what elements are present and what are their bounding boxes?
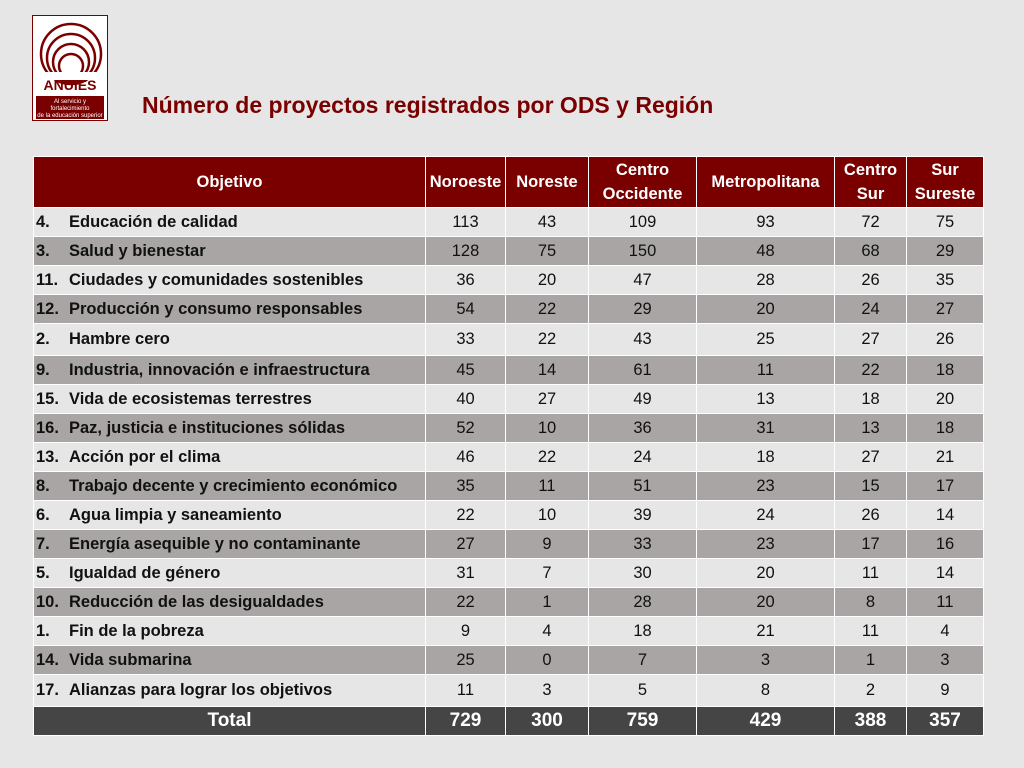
value-cell: 20	[907, 385, 984, 414]
objective-cell	[34, 675, 426, 707]
objective-name: Acción por el clima	[69, 447, 221, 466]
table-row	[34, 675, 984, 707]
logo-tagline-line1: Al servicio y fortalecimiento	[50, 99, 90, 112]
header-noroeste: Noroeste	[426, 157, 506, 208]
value-cell: 31	[697, 414, 835, 443]
table-row	[34, 295, 984, 324]
value-cell: 25	[426, 646, 506, 675]
objective-name: Educación de calidad	[69, 212, 238, 231]
objective-cell	[34, 324, 426, 356]
value-cell: 11	[697, 356, 835, 385]
value-cell: 0	[506, 646, 589, 675]
projects-table	[33, 156, 984, 736]
objective-cell	[34, 237, 426, 266]
objective-name: Trabajo decente y crecimiento económico	[69, 476, 398, 495]
value-cell: 33	[426, 324, 506, 356]
value-cell: 4	[506, 617, 589, 646]
value-cell: 1	[835, 646, 907, 675]
value-cell: 10	[506, 414, 589, 443]
value-cell: 30	[589, 559, 697, 588]
value-cell: 36	[426, 266, 506, 295]
objective-number: 17.	[36, 681, 59, 699]
total-cell: 729	[426, 707, 506, 736]
table-row	[34, 356, 984, 385]
table-row	[34, 266, 984, 295]
value-cell: 150	[589, 237, 697, 266]
objective-number: 14.	[36, 650, 59, 669]
objective-number: 6.	[36, 505, 50, 524]
value-cell: 4	[907, 617, 984, 646]
value-cell: 14	[907, 501, 984, 530]
value-cell: 22	[506, 324, 589, 356]
value-cell: 27	[835, 443, 907, 472]
table-row	[34, 237, 984, 266]
value-cell: 54	[426, 295, 506, 324]
header-sur-sureste: Sur Sureste	[907, 157, 984, 208]
table-row	[34, 414, 984, 443]
objective-number: 5.	[36, 563, 50, 582]
value-cell: 43	[506, 208, 589, 237]
value-cell: 75	[506, 237, 589, 266]
value-cell: 13	[835, 414, 907, 443]
value-cell: 20	[697, 559, 835, 588]
value-cell: 20	[697, 295, 835, 324]
value-cell: 11	[835, 617, 907, 646]
objective-cell	[34, 414, 426, 443]
value-cell: 51	[589, 472, 697, 501]
total-row	[34, 707, 984, 736]
objective-number: 3.	[36, 241, 50, 260]
value-cell: 2	[835, 675, 907, 707]
header-row	[34, 157, 984, 208]
objective-cell	[34, 385, 426, 414]
value-cell: 17	[907, 472, 984, 501]
objective-name: Producción y consumo responsables	[69, 299, 363, 318]
objective-cell	[34, 266, 426, 295]
value-cell: 28	[589, 588, 697, 617]
page-title: Número de proyectos registrados por ODS y Región	[142, 92, 714, 118]
objective-cell	[34, 208, 426, 237]
value-cell: 43	[589, 324, 697, 356]
value-cell: 11	[506, 472, 589, 501]
table-row	[34, 530, 984, 559]
value-cell: 35	[426, 472, 506, 501]
value-cell: 26	[907, 324, 984, 356]
objective-number: 11.	[36, 270, 59, 289]
value-cell: 128	[426, 237, 506, 266]
value-cell: 15	[835, 472, 907, 501]
header-centro-sur: Centro Sur	[835, 157, 907, 208]
value-cell: 9	[506, 530, 589, 559]
value-cell: 75	[907, 208, 984, 237]
objective-cell	[34, 588, 426, 617]
value-cell: 14	[506, 356, 589, 385]
objective-number: 15.	[36, 389, 59, 408]
header-centro-occidente: Centro Occidente	[589, 157, 697, 208]
value-cell: 93	[697, 208, 835, 237]
value-cell: 7	[506, 559, 589, 588]
value-cell: 8	[835, 588, 907, 617]
value-cell: 18	[907, 414, 984, 443]
value-cell: 24	[697, 501, 835, 530]
objective-name: Salud y bienestar	[69, 241, 206, 260]
value-cell: 68	[835, 237, 907, 266]
value-cell: 9	[426, 617, 506, 646]
objective-name: Reducción de las desigualdades	[69, 592, 324, 611]
objective-number: 8.	[36, 476, 50, 495]
table-row	[34, 208, 984, 237]
table-row	[34, 472, 984, 501]
value-cell: 16	[907, 530, 984, 559]
total-cell: 357	[907, 707, 984, 736]
value-cell: 47	[589, 266, 697, 295]
value-cell: 18	[697, 443, 835, 472]
objective-cell	[34, 356, 426, 385]
value-cell: 10	[506, 501, 589, 530]
value-cell: 109	[589, 208, 697, 237]
value-cell: 18	[835, 385, 907, 414]
value-cell: 26	[835, 501, 907, 530]
objective-number: 1.	[36, 621, 50, 640]
value-cell: 40	[426, 385, 506, 414]
logo-tagline	[36, 96, 104, 119]
value-cell: 27	[426, 530, 506, 559]
objective-cell	[34, 295, 426, 324]
table-row	[34, 385, 984, 414]
value-cell: 27	[835, 324, 907, 356]
table-row	[34, 588, 984, 617]
objective-name: Alianzas para lograr los objetivos	[69, 681, 333, 699]
objective-name: Hambre cero	[69, 330, 170, 348]
value-cell: 29	[907, 237, 984, 266]
total-cell: 429	[697, 707, 835, 736]
objective-number: 12.	[36, 299, 59, 318]
value-cell: 8	[697, 675, 835, 707]
value-cell: 72	[835, 208, 907, 237]
value-cell: 22	[506, 443, 589, 472]
value-cell: 22	[506, 295, 589, 324]
value-cell: 11	[835, 559, 907, 588]
objective-name: Paz, justicia e instituciones sólidas	[69, 418, 346, 437]
value-cell: 20	[697, 588, 835, 617]
value-cell: 48	[697, 237, 835, 266]
value-cell: 39	[589, 501, 697, 530]
table-row	[34, 646, 984, 675]
value-cell: 25	[697, 324, 835, 356]
value-cell: 27	[907, 295, 984, 324]
total-cell: 300	[506, 707, 589, 736]
objective-number: 13.	[36, 447, 59, 466]
value-cell: 61	[589, 356, 697, 385]
objective-cell	[34, 559, 426, 588]
objective-number: 9.	[36, 360, 50, 379]
table-row	[34, 559, 984, 588]
objective-number: 7.	[36, 534, 50, 553]
value-cell: 17	[835, 530, 907, 559]
value-cell: 11	[907, 588, 984, 617]
objective-name: Vida submarina	[69, 650, 192, 669]
value-cell: 28	[697, 266, 835, 295]
value-cell: 113	[426, 208, 506, 237]
total-label: Total	[34, 707, 426, 736]
value-cell: 7	[589, 646, 697, 675]
table-row	[34, 324, 984, 356]
value-cell: 5	[589, 675, 697, 707]
anuies-logo	[32, 15, 108, 121]
objective-number: 2.	[36, 330, 50, 348]
objective-cell	[34, 617, 426, 646]
objective-name: Vida de ecosistemas terrestres	[69, 389, 312, 408]
table-row	[34, 443, 984, 472]
objective-name: Agua limpia y saneamiento	[69, 505, 282, 524]
value-cell: 33	[589, 530, 697, 559]
objective-cell	[34, 501, 426, 530]
logo-name: ANUIES	[43, 77, 97, 93]
value-cell: 18	[907, 356, 984, 385]
value-cell: 26	[835, 266, 907, 295]
table-row	[34, 617, 984, 646]
value-cell: 27	[506, 385, 589, 414]
value-cell: 21	[907, 443, 984, 472]
value-cell: 24	[835, 295, 907, 324]
table-row	[34, 501, 984, 530]
logo-tagline-line2: de la educación superior	[37, 113, 103, 119]
objective-cell	[34, 443, 426, 472]
value-cell: 22	[426, 588, 506, 617]
header-noreste: Noreste	[506, 157, 589, 208]
objective-number: 10.	[36, 592, 59, 611]
value-cell: 24	[589, 443, 697, 472]
value-cell: 23	[697, 530, 835, 559]
value-cell: 31	[426, 559, 506, 588]
value-cell: 13	[697, 385, 835, 414]
value-cell: 3	[506, 675, 589, 707]
value-cell: 46	[426, 443, 506, 472]
objective-name: Ciudades y comunidades sostenibles	[69, 270, 364, 289]
total-cell: 759	[589, 707, 697, 736]
value-cell: 45	[426, 356, 506, 385]
value-cell: 49	[589, 385, 697, 414]
objective-name: Industria, innovación e infraestructura	[69, 360, 370, 379]
value-cell: 23	[697, 472, 835, 501]
value-cell: 22	[835, 356, 907, 385]
total-cell: 388	[835, 707, 907, 736]
value-cell: 20	[506, 266, 589, 295]
objective-cell	[34, 646, 426, 675]
header-objetivo: Objetivo	[34, 157, 426, 208]
value-cell: 22	[426, 501, 506, 530]
value-cell: 1	[506, 588, 589, 617]
value-cell: 52	[426, 414, 506, 443]
objective-number: 4.	[36, 212, 50, 231]
value-cell: 35	[907, 266, 984, 295]
objective-name: Fin de la pobreza	[69, 621, 204, 640]
value-cell: 3	[697, 646, 835, 675]
value-cell: 29	[589, 295, 697, 324]
value-cell: 11	[426, 675, 506, 707]
objective-name: Energía asequible y no contaminante	[69, 534, 361, 553]
objective-number: 16.	[36, 418, 59, 437]
value-cell: 18	[589, 617, 697, 646]
header-metropolitana: Metropolitana	[697, 157, 835, 208]
objective-cell	[34, 472, 426, 501]
objective-name: Igualdad de género	[69, 563, 221, 582]
value-cell: 14	[907, 559, 984, 588]
value-cell: 21	[697, 617, 835, 646]
value-cell: 36	[589, 414, 697, 443]
value-cell: 9	[907, 675, 984, 707]
value-cell: 3	[907, 646, 984, 675]
objective-cell	[34, 530, 426, 559]
